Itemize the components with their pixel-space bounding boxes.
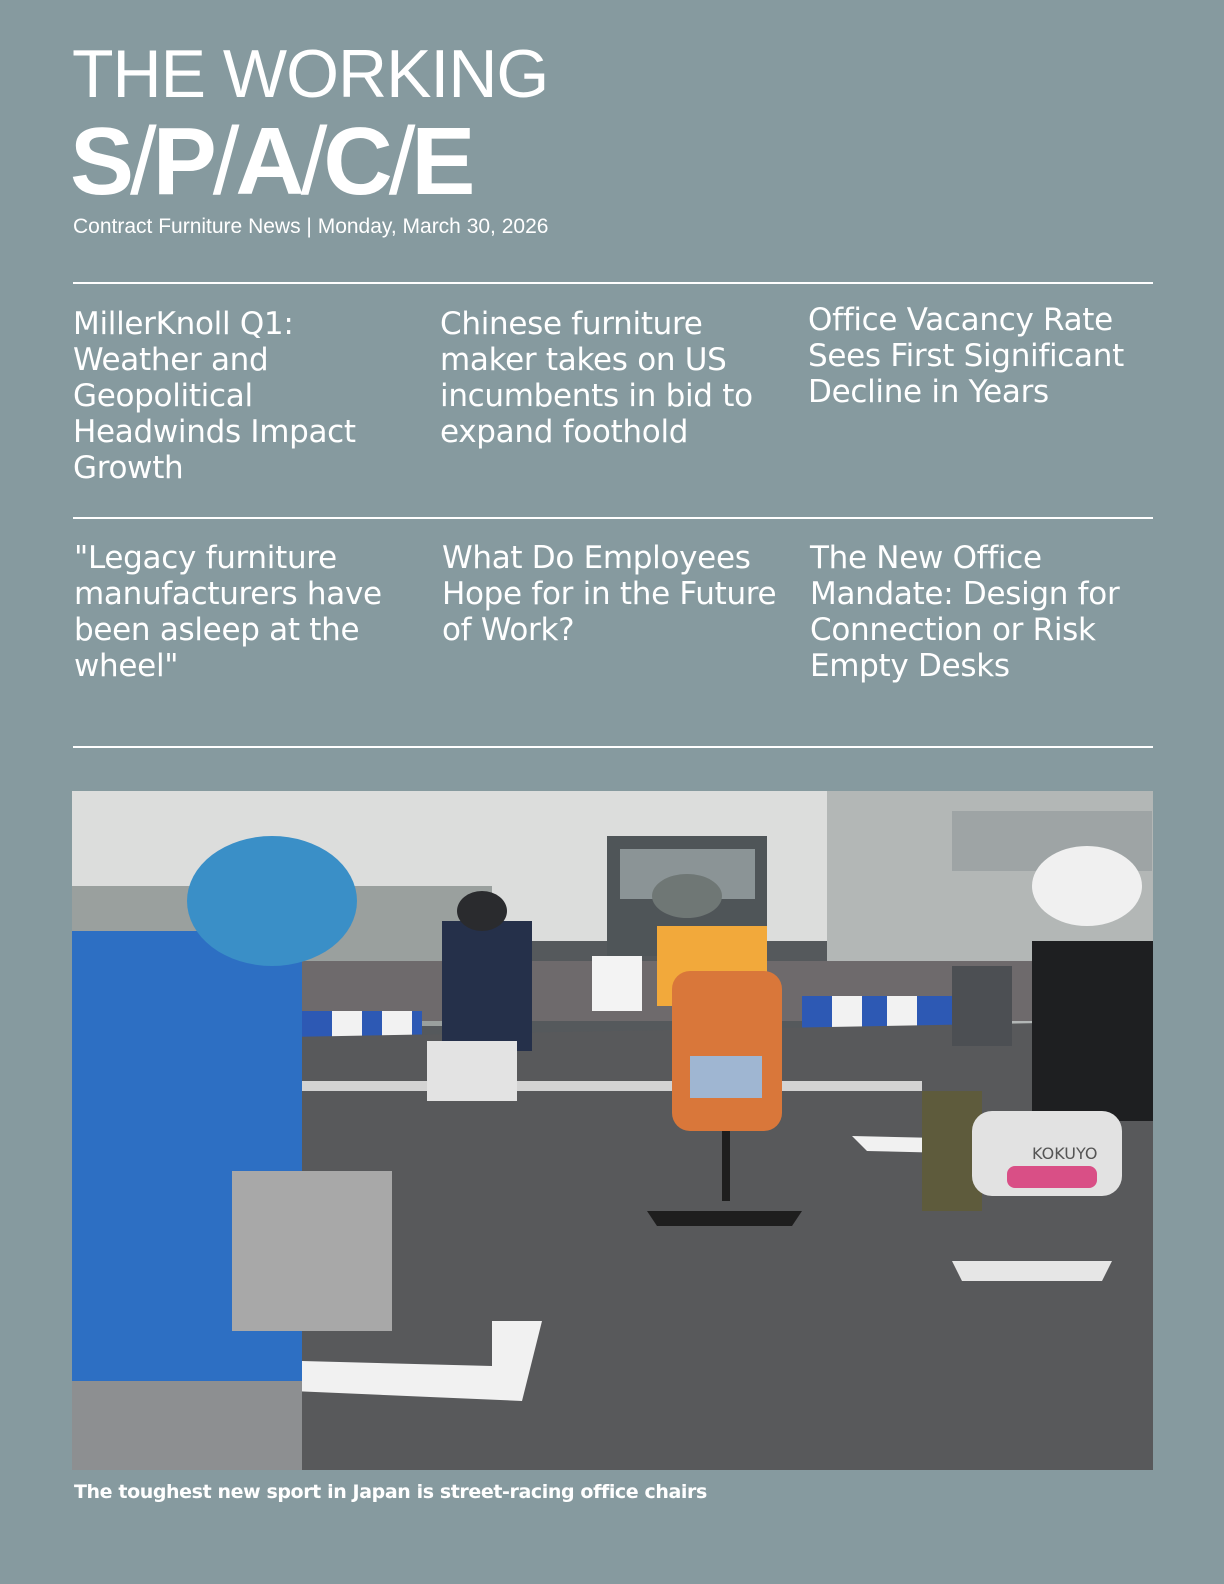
racer-black-shirt (1032, 941, 1153, 1121)
masthead-letter: E (411, 108, 474, 215)
chair-white (427, 1041, 517, 1101)
dateline: Contract Furniture News | Monday, March 30, 2026 (73, 215, 549, 238)
masthead-title-line1: THE WORKING (72, 36, 549, 112)
masthead-letter: A (235, 108, 303, 215)
headline-future-of-work[interactable]: What Do Employees Hope for in the Future of Work? (442, 540, 777, 648)
headline-legacy-manufacturers[interactable]: "Legacy furniture manufacturers have been asleep at the wheel" (74, 540, 382, 684)
racer-navy (442, 921, 532, 1051)
racer-white-shirt (592, 956, 642, 1011)
headline-office-mandate[interactable]: The New Office Mandate: Design for Connection or Risk Empty Desks (810, 540, 1120, 684)
masthead-title-space (70, 108, 474, 215)
masthead-letter: P (152, 108, 215, 215)
racer-helmet-blue (187, 836, 357, 966)
photo-caption: The toughest new sport in Japan is street-racing office chairs (74, 1481, 707, 1503)
headline-office-vacancy[interactable]: Office Vacancy Rate Sees First Significant Decline in Years (808, 302, 1124, 410)
divider-top (73, 282, 1153, 284)
hero-photo-office-chair-race[interactable] (72, 791, 1153, 1470)
start-line (302, 1081, 922, 1091)
masthead-slash: / (212, 108, 238, 215)
masthead-slash: / (130, 108, 155, 215)
chair-orange (672, 971, 782, 1131)
racer-helmet-white (1032, 846, 1142, 926)
headline-chinese-furniture[interactable]: Chinese furniture maker takes on US incumbents in bid to expand foothold (440, 306, 753, 450)
masthead-slash: / (388, 108, 414, 215)
masthead-letter: S (70, 108, 133, 215)
divider-middle (73, 517, 1153, 519)
masthead-slash: / (300, 108, 326, 215)
divider-bottom (73, 746, 1153, 748)
masthead-letter: C (323, 108, 391, 215)
chair-brand-label: KOKUYO (1032, 1144, 1098, 1163)
headline-millerknoll[interactable]: MillerKnoll Q1: Weather and Geopolitical Headwinds Impact Growth (73, 306, 356, 486)
